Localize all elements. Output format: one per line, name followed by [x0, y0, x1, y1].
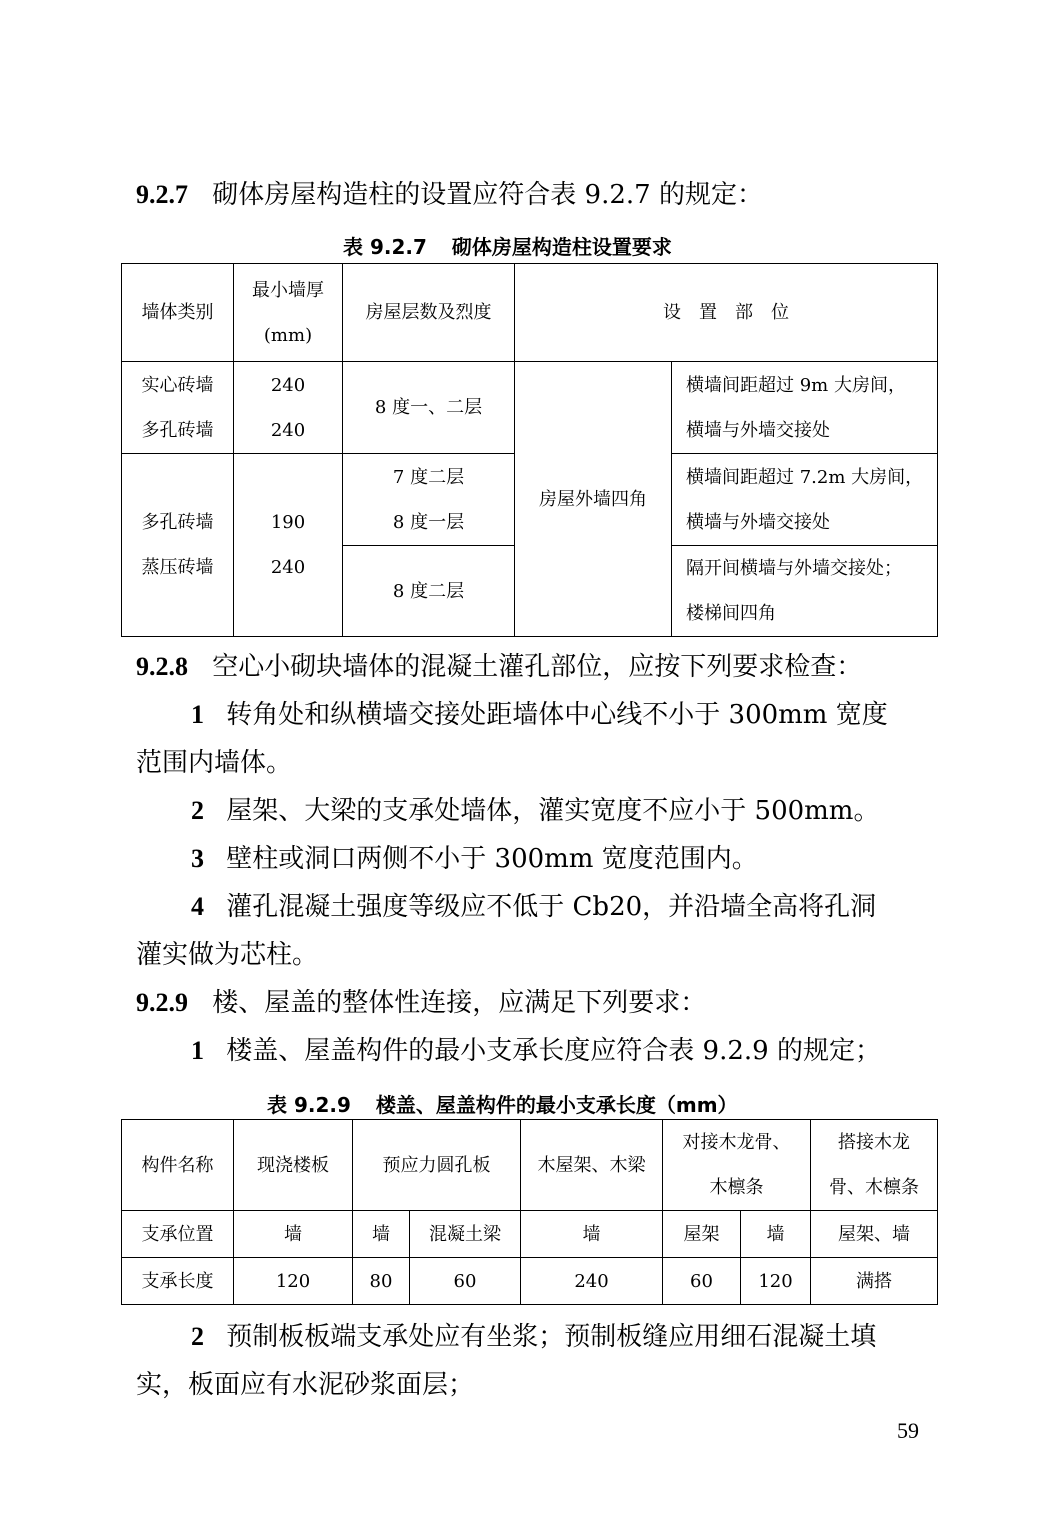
- cell-floors-a: 8 度一、二层: [343, 362, 515, 454]
- table-cell: 墙: [741, 1211, 811, 1258]
- cell-location-c: 隔开间横墙与外墙交接处； 楼梯间四角: [672, 546, 938, 637]
- cell-floors-b: 7 度二层 8 度一层: [343, 454, 515, 546]
- cell-thickness-b: 190 240: [234, 454, 343, 637]
- section-9-2-7: [136, 179, 763, 211]
- table-cell: 墙: [521, 1211, 663, 1258]
- table-cell: 满搭: [811, 1258, 938, 1305]
- header-cast-slab: 现浇楼板: [234, 1120, 353, 1211]
- list-item-continuation: 范围内墙体。: [136, 748, 293, 778]
- table-cell: 240: [521, 1258, 663, 1305]
- section-9-2-9: [136, 987, 706, 1019]
- list-item: 3 壁柱或洞口两侧不小于 300mm 宽度范围内。: [191, 844, 758, 874]
- table-cell: 屋架、墙: [811, 1211, 938, 1258]
- table-cell: 120: [741, 1258, 811, 1305]
- table-cell: 60: [410, 1258, 521, 1305]
- table-cell: 墙: [353, 1211, 410, 1258]
- list-item: 2 屋架、大梁的支承处墙体，灌实宽度不应小于 500mm。: [191, 796, 880, 826]
- section-text: 楼、屋盖的整体性连接，应满足下列要求：: [212, 988, 707, 1018]
- list-item: 2 预制板板端支承处应有坐浆；预制板缝应用细石混凝土填: [191, 1322, 877, 1352]
- table-9-2-9: [121, 1119, 938, 1305]
- cell-floors-c: 8 度二层: [343, 546, 515, 637]
- cell-thickness-a: 240 240: [234, 362, 343, 454]
- caption-number: 表 9.2.9: [267, 1093, 351, 1117]
- row-label-length: 支承长度: [122, 1258, 234, 1305]
- cell-wall-type-a: 实心砖墙 多孔砖墙: [122, 362, 234, 454]
- section-text: 砌体房屋构造柱的设置应符合表 9.2.7 的规定：: [212, 180, 763, 210]
- table-cell: 60: [663, 1258, 741, 1305]
- table-cell: 120: [234, 1258, 353, 1305]
- section-text: 空心小砌块墙体的混凝土灌孔部位，应按下列要求检查：: [212, 652, 863, 682]
- section-number: 9.2.7: [136, 180, 188, 209]
- list-item-continuation: 实，板面应有水泥砂浆面层；: [136, 1370, 475, 1400]
- table-cell: 屋架: [663, 1211, 741, 1258]
- list-item: 1 楼盖、屋盖构件的最小支承长度应符合表 9.2.9 的规定；: [191, 1036, 881, 1066]
- section-number: 9.2.9: [136, 988, 188, 1017]
- header-location: 设 置 部 位: [515, 264, 938, 362]
- caption-text: 楼盖、屋盖构件的最小支承长度（mm）: [375, 1093, 738, 1117]
- list-item: 4 灌孔混凝土强度等级应不低于 Cb20，并沿墙全高将孔洞: [191, 892, 877, 922]
- cell-location-b: 横墙间距超过 7.2m 大房间， 横墙与外墙交接处: [672, 454, 938, 546]
- section-9-2-8: [136, 651, 862, 683]
- header-min-thickness: 最小墙厚 (mm): [234, 264, 343, 362]
- table-caption-9-2-9: [267, 1089, 738, 1118]
- header-lap-joist: 搭接木龙 骨、木檩条: [811, 1120, 938, 1211]
- header-floors: 房屋层数及烈度: [343, 264, 515, 362]
- header-member-name: 构件名称: [122, 1120, 234, 1211]
- cell-wall-type-b: 多孔砖墙 蒸压砖墙: [122, 454, 234, 637]
- cell-corner: 房屋外墙四角: [515, 362, 672, 637]
- table-cell: 80: [353, 1258, 410, 1305]
- list-item-continuation: 灌实做为芯柱。: [136, 940, 319, 970]
- table-cell: 墙: [234, 1211, 353, 1258]
- header-butt-joist: 对接木龙骨、 木檩条: [663, 1120, 811, 1211]
- header-timber-truss: 木屋架、木梁: [521, 1120, 663, 1211]
- header-wall-type: 墙体类别: [122, 264, 234, 362]
- caption-text: 砌体房屋构造柱设置要求: [451, 235, 672, 259]
- page-number: 59: [897, 1418, 919, 1443]
- header-prestressed-slab: 预应力圆孔板: [353, 1120, 521, 1211]
- section-number: 9.2.8: [136, 652, 188, 681]
- cell-location-a: 横墙间距超过 9m 大房间， 横墙与外墙交接处: [672, 362, 938, 454]
- list-item: 1 转角处和纵横墙交接处距墙体中心线不小于 300mm 宽度: [191, 700, 888, 730]
- row-label-position: 支承位置: [122, 1211, 234, 1258]
- table-cell: 混凝土梁: [410, 1211, 521, 1258]
- caption-number: 表 9.2.7: [343, 235, 427, 259]
- table-caption-9-2-7: [343, 231, 672, 260]
- table-9-2-7: [121, 263, 938, 637]
